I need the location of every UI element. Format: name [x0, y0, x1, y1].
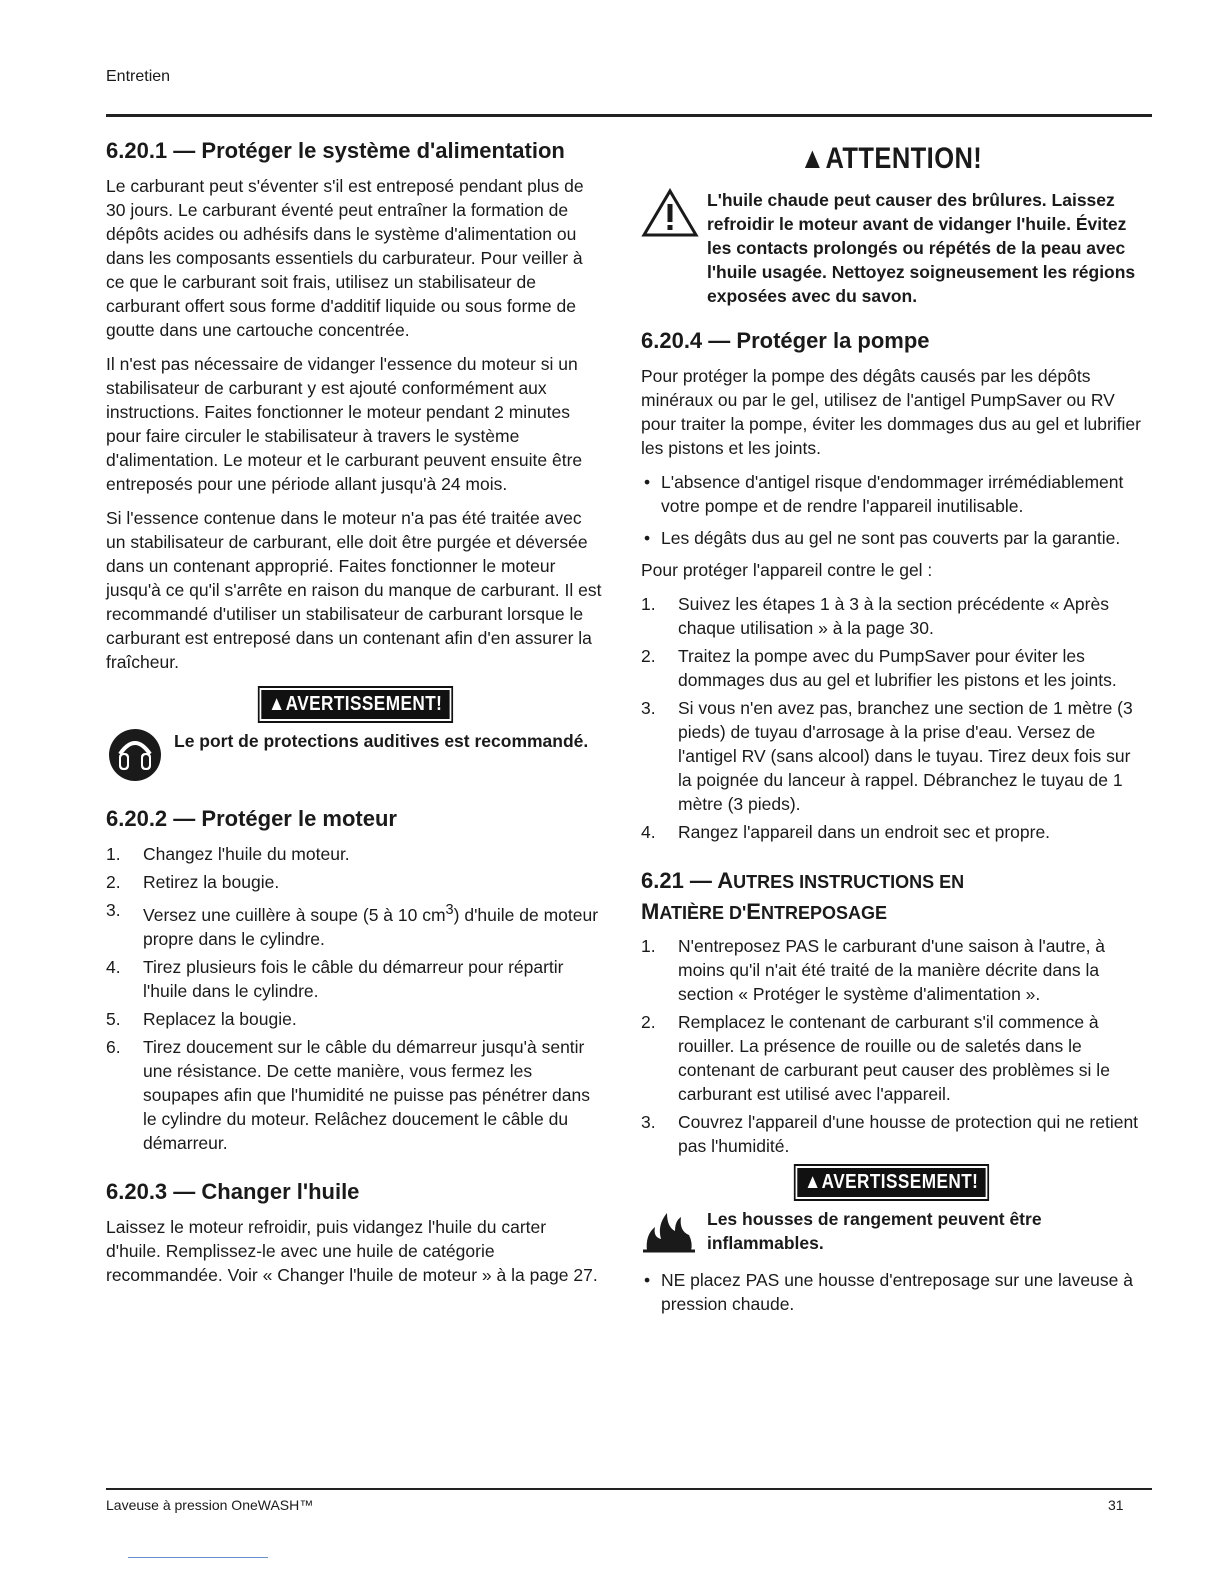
hot-oil-caution	[641, 188, 1141, 308]
section-6-20-2-title: 6.20.2 — Protéger le moteur	[106, 806, 397, 831]
paragraph: Le carburant peut s'éventer s'il est entreposé pendant plus de 30 jours. Le carburant éventé peut entraîner la formation de dépôts acides ou adhésifs dans le système d'alimentation ou dans les composants essentiels du carburateur. Pour veiller à ce que le carburant soit frais, utilisez un stabilisateur de carburant offert sous forme d'additif liquide ou sous forme de goutte dans une cartouche concentrée.	[106, 176, 584, 340]
bottom-divider	[106, 1488, 1152, 1490]
caution-text: L'huile chaude peut causer des brûlures. Laissez refroidir le moteur avant de vidanger l'huile. Évitez les contacts prolongés ou répétés de la peau avec l'huile usagée. Nettoyez soigneusement les régions exposées avec du savon.	[707, 190, 1136, 306]
list-item: 3. Versez une cuillère à soupe (5 à 10 $cm^3$) d'huile de moteur propre dans le cylindre.	[106, 900, 599, 949]
paragraph: Pour protéger la pompe des dégâts causés par les dépôts minéraux ou par le gel, utilisez de l'antigel PumpSaver ou RV pour traiter la pompe, éviter les dommages dus au gel et lubrifier les pistons et les joints.	[641, 366, 1141, 458]
section-6-21-title: 6.21 — AUTRES INSTRUCTIONS EN MATIÈRE D'ENTREPOSAGE	[641, 868, 965, 924]
pump-bullets	[641, 470, 1141, 550]
hearing-warning	[106, 727, 604, 788]
warning-triangle-icon: ▲	[267, 693, 286, 715]
paragraph: Pour protéger l'appareil contre le gel :	[641, 560, 933, 580]
list-item: 6. Tirez doucement sur le câble du démarreur jusqu'à sentir une résistance. De cette manière, vous fermez les soupapes afin que l'humidité ne puisse pas pénétrer dans le cylindre du moteur. Relâchez doucement le câble du démarreur.	[106, 1036, 590, 1153]
fire-icon	[641, 1205, 697, 1258]
warning-text: Le port de protections auditives est recommandé.	[174, 731, 589, 751]
paragraph: Si l'essence contenue dans le moteur n'a pas été traitée avec un stabilisateur de carburant, elle doit être purgée et déversée dans un contenant approprié. Faites fonctionner le moteur jusqu'à ce qu'il s'arrête en raison du manque de carburant. Il est recommandé d'utiliser un stabilisateur de carburant lorsque le carburant est entreposé dans un contenant afin d'en assurer la fraîcheur.	[106, 508, 602, 672]
decorative-line	[128, 1557, 268, 1558]
engine-steps-list	[106, 842, 604, 1155]
right-column	[641, 138, 1141, 1324]
warning-badge: ▲AVERTISSEMENT!	[797, 1168, 985, 1197]
list-item: 3. Couvrez l'appareil d'une housse de protection qui ne retient pas l'humidité.	[641, 1112, 1139, 1156]
attention-title: ▲ATTENTION!	[799, 142, 983, 175]
warning-triangle-icon: ▲	[803, 1171, 822, 1193]
list-item: 2. Traitez la pompe avec du PumpSaver pour éviter les dommages dus au gel et lubrifier les pistons et les joints.	[641, 646, 1117, 690]
list-item: 1. Changez l'huile du moteur.	[106, 844, 350, 864]
list-item: • NE placez PAS une housse d'entreposage sur une laveuse à pression chaude.	[641, 1268, 1141, 1316]
warning-badge-wrap	[641, 1168, 1141, 1197]
paragraph: Laissez le moteur refroidir, puis vidangez l'huile du carter d'huile. Remplissez-le avec une huile de catégorie recommandée. Voir « Changer l'huile de moteur » à la page 27.	[106, 1216, 598, 1285]
section-6-20-3-title: 6.20.3 — Changer l'huile	[106, 1178, 360, 1204]
page-number: 31	[1108, 1497, 1124, 1513]
section-6-20-1-title: 6.20.1 — Protéger le système d'alimentation	[106, 138, 565, 163]
caution-triangle-icon	[641, 188, 699, 243]
list-item: • L'absence d'antigel risque d'endommager irrémédiablement votre pompe et de rendre l'appareil inutilisable.	[641, 470, 1141, 518]
left-column	[106, 138, 604, 1297]
cover-bullets	[641, 1268, 1141, 1316]
list-item: 2. Remplacez le contenant de carburant s'il commence à rouiller. La présence de rouille ou de saletés dans le contenant de carburant peut causer des problèmes si le carburant est utilisé avec l'appareil.	[641, 1012, 1110, 1104]
section-6-20-4-title: 6.20.4 — Protéger la pompe	[641, 328, 930, 353]
list-item: 1. N'entreposez PAS le carburant d'une saison à l'autre, à moins qu'il n'ait été traité de la manière décrite dans la section « Protéger le système d'alimentation ».	[641, 936, 1106, 1004]
section-label: Entretien	[106, 68, 171, 85]
pump-steps-list	[641, 592, 1141, 844]
ear-protection-icon	[106, 727, 164, 788]
list-item: 1. Suivez les étapes 1 à 3 à la section précédente « Après chaque utilisation » à la page 30.	[641, 594, 1109, 638]
list-item: • Les dégâts dus au gel ne sont pas couverts par la garantie.	[641, 526, 1141, 550]
list-item: 4. Tirez plusieurs fois le câble du démarreur pour répartir l'huile dans le cylindre.	[106, 956, 564, 1001]
footer-product: Laveuse à pression OneWASH™	[106, 1497, 314, 1513]
flammable-warning	[641, 1205, 1141, 1258]
warning-badge: ▲AVERTISSEMENT!	[261, 690, 449, 719]
warning-triangle-icon: ▲	[799, 142, 826, 175]
list-item: 4. Rangez l'appareil dans un endroit sec et propre.	[641, 822, 1051, 842]
storage-steps-list	[641, 934, 1141, 1158]
warning-text: Les housses de rangement peuvent être inflammables.	[707, 1209, 1042, 1253]
list-item: 5. Replacez la bougie.	[106, 1008, 297, 1029]
list-item: 3. Si vous n'en avez pas, branchez une section de 1 mètre (3 pieds) de tuyau d'arrosage à la prise d'eau. Versez de l'antigel RV (sans alcool) dans le tuyau. Tirez deux fois sur la poignée du lanceur à rappel. Débranchez le tuyau de 1 mètre (3 pieds).	[641, 698, 1133, 814]
paragraph: Il n'est pas nécessaire de vidanger l'essence du moteur si un stabilisateur de carburant y est ajouté conformément aux instructions. Faites fonctionner le moteur pendant 2 minutes pour faire circuler le stabilisateur à travers le système d'alimentation. Le moteur et le carburant peuvent ensuite être entreposés pour une période allant jusqu'à 24 mois.	[106, 354, 583, 494]
warning-badge-wrap	[106, 690, 604, 719]
list-item: 2. Retirez la bougie.	[106, 872, 280, 892]
top-divider	[106, 114, 1152, 117]
